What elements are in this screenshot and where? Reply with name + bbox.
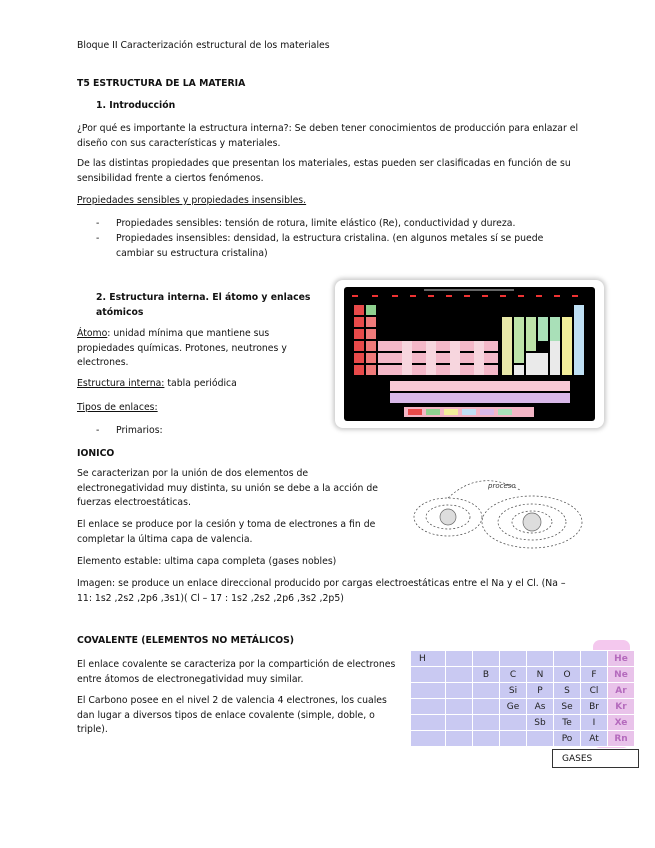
bullet-insensibles-text: Propiedades insensibles: densidad, la estructura cristalina. (en algunos metales sí se puede cambiar su estructura cristalina) xyxy=(116,233,544,259)
bullet-insensibles: - Propiedades insensibles: densidad, la estructura cristalina. (en algunos metales sí se puede cambiar su estructura cristalina) xyxy=(96,232,561,261)
cell-noble-gas: Kr xyxy=(608,699,635,715)
ionic-paragraph-2: El enlace se produce por la cesión y toma de electrones a fin de completar la última capa de valencia. xyxy=(77,519,376,545)
cell xyxy=(411,667,446,683)
cell xyxy=(500,715,527,731)
cell: At xyxy=(581,731,608,747)
cell: F xyxy=(581,667,608,683)
cell xyxy=(473,699,500,715)
ionic-bond-diagram xyxy=(410,470,590,552)
covalent-paragraph-2: El Carbono posee en el nivel 2 de valencia 4 electrones, los cuales dan lugar a diversos tipos de enlace covalente (simple, doble, o triple). xyxy=(77,695,387,735)
cell: Ge xyxy=(500,699,527,715)
table-row xyxy=(411,715,635,731)
intro-heading: 1. Introducción xyxy=(96,100,176,111)
internal-structure xyxy=(77,377,237,392)
cell xyxy=(446,683,473,699)
cell xyxy=(473,731,500,747)
atom-text: : unidad mínima que mantiene sus propiedades químicas. Protones, neutrones y electrones. xyxy=(77,328,287,368)
cell: I xyxy=(581,715,608,731)
cell: Te xyxy=(554,715,581,731)
cell-noble-gas: Xe xyxy=(608,715,635,731)
covalent-paragraph-1: El enlace covalente se caracteriza por la compartición de electrones entre átomos de electronegatividad muy similar. xyxy=(77,659,396,685)
table-row xyxy=(411,683,635,699)
cell xyxy=(473,715,500,731)
cell xyxy=(411,683,446,699)
cell xyxy=(411,731,446,747)
cell xyxy=(473,651,500,667)
atom-label: Átomo xyxy=(77,328,108,339)
cell: Si xyxy=(500,683,527,699)
cell xyxy=(446,731,473,747)
cell-noble-gas: Rn xyxy=(608,731,635,747)
cell-noble-gas: Ar xyxy=(608,683,635,699)
ionic-paragraph-3: Elemento estable: ultima capa completa (gases nobles) xyxy=(77,556,337,567)
cell xyxy=(446,699,473,715)
bullet-sensibles-text: Propiedades sensibles: tensión de rotura, limite elástico (Re), conductividad y dureza. xyxy=(116,218,516,229)
cell: As xyxy=(527,699,554,715)
cell: O xyxy=(554,667,581,683)
covalent-heading: COVALENTE (ELEMENTOS NO METÁLICOS) xyxy=(77,635,295,646)
cell xyxy=(446,651,473,667)
table-row xyxy=(411,667,635,683)
periodic-table-svg xyxy=(344,287,595,421)
cell: H xyxy=(411,651,446,667)
cell: Cl xyxy=(581,683,608,699)
cell: Po xyxy=(554,731,581,747)
section-title: T5 ESTRUCTURA DE LA MATERIA xyxy=(77,78,246,89)
cell: Se xyxy=(554,699,581,715)
cell xyxy=(446,667,473,683)
cell: S xyxy=(554,683,581,699)
primarios-text: Primarios: xyxy=(116,425,163,436)
bond-types-heading: Tipos de enlaces: xyxy=(77,402,158,413)
cell xyxy=(500,731,527,747)
cell-noble-gas: Ne xyxy=(608,667,635,683)
internal-label: Estructura interna: xyxy=(77,378,165,389)
element-table xyxy=(410,650,635,747)
intro-paragraph-1: ¿Por qué es importante la estructura interna?: Se deben tener conocimientos de producción para enlazar el diseño con sus características y materiales. xyxy=(77,123,579,149)
cell xyxy=(527,651,554,667)
cell xyxy=(500,651,527,667)
cell: C xyxy=(500,667,527,683)
cell xyxy=(411,699,446,715)
cell xyxy=(581,651,608,667)
cell xyxy=(411,715,446,731)
table-row xyxy=(411,651,635,667)
ionic-paragraph-4: Imagen: se produce un enlace direccional producido por cargas electroestáticas entre el Na y el Cl. (Na – 11: 1s2 ,2s2 ,2p6 ,3s1)( Cl – 17 : 1s2 ,2s2 ,2p6 ,3s2 ,2p5) xyxy=(77,578,566,604)
bullet-sensibles: - Propiedades sensibles: tensión de rotura, limite elástico (Re), conductividad y dureza. xyxy=(96,217,576,232)
cell: P xyxy=(527,683,554,699)
bullet-primarios: - Primarios: xyxy=(96,425,163,436)
gases-label: GASES xyxy=(552,749,639,768)
structure-heading: 2. Estructura interna. El átomo y enlaces atómicos xyxy=(96,292,311,318)
cell xyxy=(554,651,581,667)
atom-paragraph xyxy=(77,327,297,371)
cell: Sb xyxy=(527,715,554,731)
periodic-table-image xyxy=(335,280,604,428)
cell xyxy=(527,731,554,747)
periodic-table-graphic xyxy=(344,287,595,421)
cell: N xyxy=(527,667,554,683)
cell xyxy=(473,683,500,699)
properties-heading: Propiedades sensibles y propiedades insensibles. xyxy=(77,195,307,206)
cell: B xyxy=(473,667,500,683)
internal-text: tabla periódica xyxy=(164,378,237,389)
page-header: Bloque II Caracterización estructural de los materiales xyxy=(77,40,330,51)
cell xyxy=(446,715,473,731)
table-row xyxy=(411,731,635,747)
cell-noble-gas: He xyxy=(608,651,635,667)
ionic-heading: IONICO xyxy=(77,448,115,459)
cell: Br xyxy=(581,699,608,715)
ionic-paragraph-1: Se caracterizan por la unión de dos elementos de electronegatividad muy distinta, su unión se debe a la acción de fuerzas electroestáticas. xyxy=(77,468,379,508)
table-row xyxy=(411,699,635,715)
diagram-label: proceso xyxy=(488,482,516,490)
intro-paragraph-2: De las distintas propiedades que presentan los materiales, estas pueden ser clasificadas en función de su sensibilidad frente a ciertos fenómenos. xyxy=(77,158,571,184)
